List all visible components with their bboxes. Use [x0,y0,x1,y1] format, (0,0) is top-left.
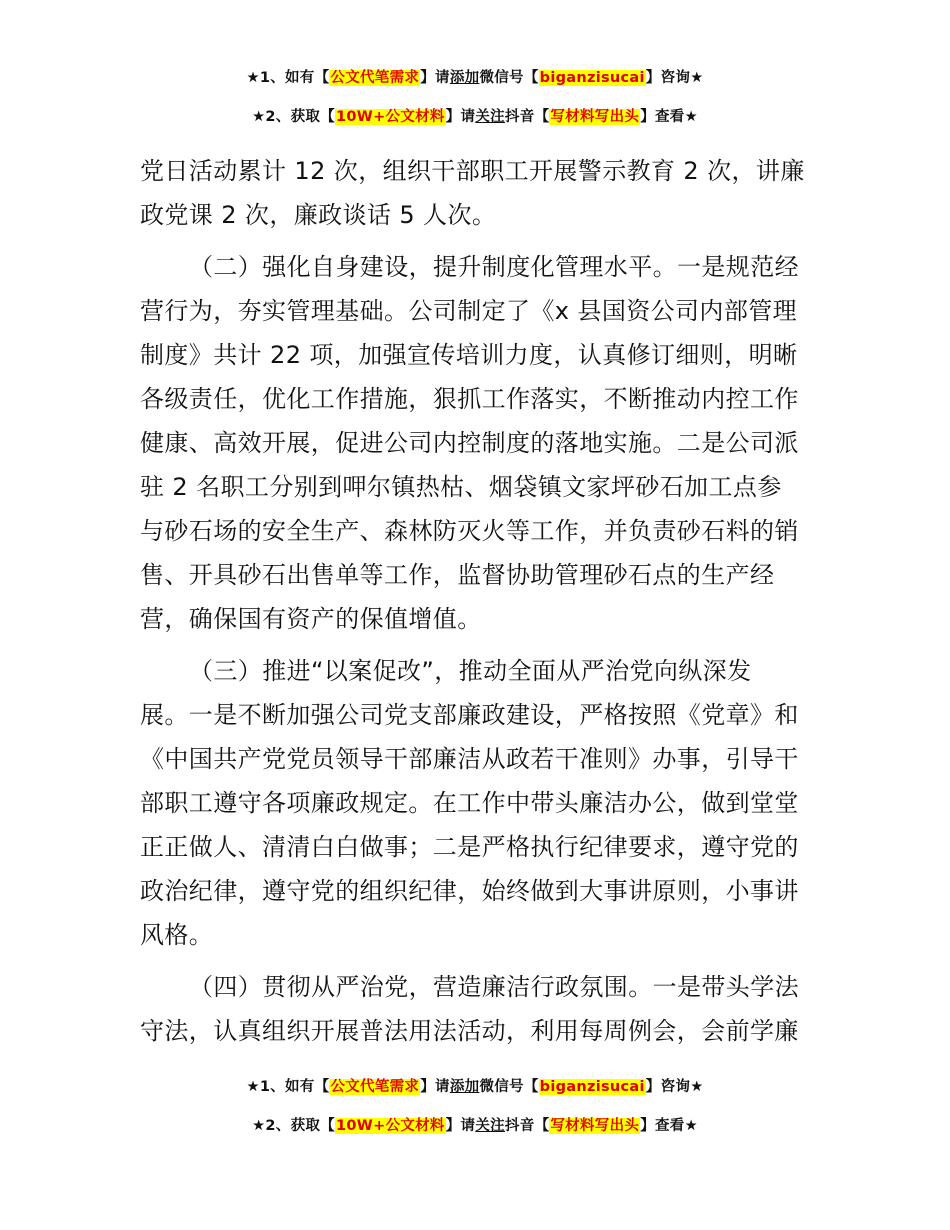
highlight-materials: 10W+公文材料 [336,1118,445,1134]
highlight-materials: 10W+公文材料 [336,109,445,125]
footer-banner-line2: ★2、获取【10W+公文材料】请关注抖音【写材料写出头】查看★ [252,1118,698,1134]
highlight-wechat-id: biganzisucai [539,70,645,86]
highlight-service: 公文代笔需求 [330,70,420,86]
highlight-douyin: 写材料写出头 [550,109,640,125]
paragraph-continued: 党日活动累计 12 次，组织干部职工开展警示教育 2 次，讲廉 政党课 2 次，廉政谈话 5 人次。 [140,157,805,229]
highlight-wechat-id: biganzisucai [539,1079,645,1095]
document-body [140,149,812,1053]
highlight-service: 公文代笔需求 [330,1079,420,1095]
highlight-douyin: 写材料写出头 [550,1118,640,1134]
header-banner-line2: ★2、获取【10W+公文材料】请关注抖音【写材料写出头】查看★ [252,109,698,125]
header-banner-line1: ★1、如有【公文代笔需求】请添加微信号【biganzisucai】咨询★ [246,70,704,86]
footer-banner-line1: ★1、如有【公文代笔需求】请添加微信号【biganzisucai】咨询★ [246,1079,704,1095]
paragraph-section-4: （四）贯彻从严治党，营造廉洁行政氛围。一是带头学法 守法，认真组织开展普法用法活动，利用每周例会，会前学廉 [140,973,799,1045]
paragraph-section-3: （三）推进“以案促改”，推动全面从严治党向纵深发 展。一是不断加强公司党支部廉政建设，严格按照《党章》和 《中国共产党党员领导干部廉洁从政若干准则》办事，引导干 部职工遵守各项廉政规定。在工作中带头廉洁办公，做到堂堂 正正做人、清清白白做事；二是严格执行纪律要求，遵守党的 政治纪律，遵守党的组织纪律，始终做到大事讲原则，小事讲 风格。 [140,657,799,949]
paragraph-section-2: （二）强化自身建设，提升制度化管理水平。一是规范经 营行为，夯实管理基础。公司制定了《x 县国资公司内部管理 制度》共计 22 项，加强宣传培训力度，认真修订细则，明晰 各级责任，优化工作措施，狠抓工作落实，不断推动内控工作 健康、高效开展，促进公司内控制度的落地实施。二是公司派 驻 2 名职工分别到呷尔镇热枯、烟袋镇文家坪砂石加工点参 与砂石场的安全生产、森林防灭火等工作，并负责砂石料的销 售、开具砂石出售单等工作，监督协助管理砂石点的生产经 营，确保国有资产的保值增值。 [140,253,799,633]
